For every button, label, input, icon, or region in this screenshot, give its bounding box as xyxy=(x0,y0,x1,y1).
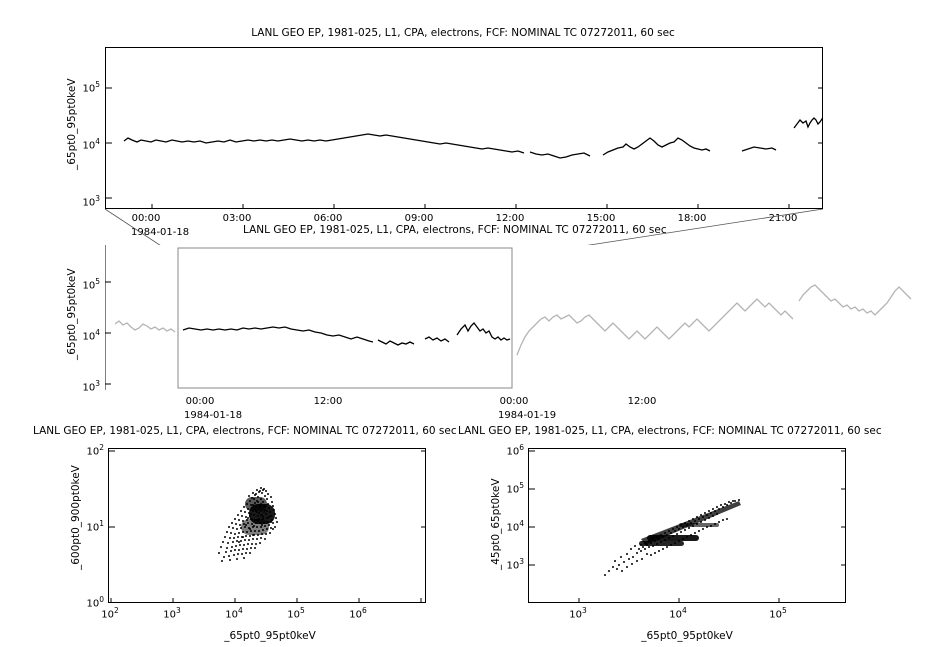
top-panel-plot-area xyxy=(106,48,823,209)
middle-series-shaded-right-b xyxy=(799,285,911,315)
bottom-left-title: LANL GEO EP, 1981-025, L1, CPA, electrons, FCF: NOMINAL TC 07272011, 60 sec xyxy=(33,425,457,437)
bottom-left-plot-area xyxy=(109,449,426,603)
br-ytick-1e3: $10^3$ xyxy=(506,557,524,572)
bottom-left-xlabel: _65pt0_95pt0keV xyxy=(224,630,316,642)
top-series-line-b xyxy=(530,152,590,158)
middle-ytick-1e5: $10^5$ xyxy=(82,277,100,292)
top-xtick-4: 12:00 xyxy=(495,213,525,224)
top-xtick-7: 21:00 xyxy=(768,213,798,224)
middle-panel-title: LANL GEO EP, 1981-025, L1, CPA, electrons, FCF: NOMINAL TC 07272011, 60 sec xyxy=(243,224,667,236)
top-date-label: 1984-01-18 xyxy=(131,227,190,238)
middle-series-selected-d xyxy=(457,323,510,340)
top-xtick-5: 15:00 xyxy=(586,213,616,224)
bl-xtick-1e3: $10^3$ xyxy=(163,606,181,621)
bottom-left-ylabel: _600pt0_900pt0keV xyxy=(70,465,82,570)
top-xtick-2: 06:00 xyxy=(313,213,343,224)
middle-panel-ylabel: _65pt0_95pt0keV xyxy=(66,268,78,360)
bottom-left-axes[interactable] xyxy=(108,448,426,603)
middle-series-shaded-left xyxy=(115,321,175,332)
bottom-right-title: LANL GEO EP, 1981-025, L1, CPA, electrons, FCF: NOMINAL TC 07272011, 60 sec xyxy=(458,425,882,437)
br-xtick-1e4: $10^4$ xyxy=(669,606,687,621)
br-ytick-1e4: $10^4$ xyxy=(506,519,524,534)
bottom-right-xlabel: _65pt0_95pt0keV xyxy=(641,630,733,642)
middle-panel-axes[interactable] xyxy=(105,245,913,390)
bottom-right-axes[interactable] xyxy=(528,448,846,603)
bottom-right-scatter-core xyxy=(639,501,741,546)
middle-panel-plot-area xyxy=(105,245,913,390)
top-ytick-1e4: $10^4$ xyxy=(82,137,100,152)
top-xtick-1: 03:00 xyxy=(222,213,252,224)
bottom-right-plot-area xyxy=(529,449,846,603)
middle-xtick-3: 12:00 xyxy=(627,396,657,407)
br-xtick-1e5: $10^5$ xyxy=(769,606,787,621)
bl-xtick-1e4: $10^4$ xyxy=(225,606,243,621)
top-panel-title: LANL GEO EP, 1981-025, L1, CPA, electrons, FCF: NOMINAL TC 07272011, 60 sec xyxy=(251,27,675,39)
br-xtick-1e3: $10^3$ xyxy=(569,606,587,621)
br-ytick-1e5: $10^5$ xyxy=(506,481,524,496)
bl-ytick-1e0: $10^0$ xyxy=(86,595,104,610)
bl-xtick-1e2: $10^2$ xyxy=(101,606,119,621)
middle-date-label-1: 1984-01-18 xyxy=(184,410,243,421)
top-xtick-0: 00:00 xyxy=(131,213,161,224)
bottom-left-scatter-core xyxy=(241,497,275,535)
bl-xtick-1e6: $10^6$ xyxy=(349,606,367,621)
top-ytick-1e5: $10^5$ xyxy=(82,80,100,95)
middle-ytick-1e4: $10^4$ xyxy=(82,328,100,343)
middle-xtick-2: 00:00 xyxy=(499,396,529,407)
middle-ytick-1e3: $10^3$ xyxy=(82,379,100,394)
top-series-line xyxy=(124,134,524,153)
top-panel-axes[interactable] xyxy=(105,47,823,209)
bl-xtick-1e5: $10^5$ xyxy=(287,606,305,621)
top-series-line-c xyxy=(603,138,710,155)
top-series-line-e xyxy=(794,117,823,128)
br-ytick-1e6: $10^6$ xyxy=(506,443,524,458)
top-series-line-d xyxy=(742,147,776,151)
middle-xtick-1: 12:00 xyxy=(313,396,343,407)
bl-ytick-1e2: $10^2$ xyxy=(86,443,104,458)
top-xtick-3: 09:00 xyxy=(404,213,434,224)
zoom-selection-box xyxy=(178,248,512,388)
middle-series-shaded-right xyxy=(517,299,793,355)
bl-ytick-1e1: $10^1$ xyxy=(86,519,104,534)
top-ytick-1e3: $10^3$ xyxy=(82,194,100,209)
middle-series-selected-b xyxy=(378,340,414,345)
middle-xtick-0: 00:00 xyxy=(185,396,215,407)
top-panel-ylabel: _65pt0_95pt0keV xyxy=(66,78,78,170)
middle-date-label-2: 1984-01-19 xyxy=(498,410,557,421)
middle-series-selected-a xyxy=(183,327,373,342)
top-xtick-6: 18:00 xyxy=(677,213,707,224)
middle-series-selected-c xyxy=(425,337,449,342)
bottom-right-ylabel: _45pt0_65pt0keV xyxy=(490,478,502,570)
